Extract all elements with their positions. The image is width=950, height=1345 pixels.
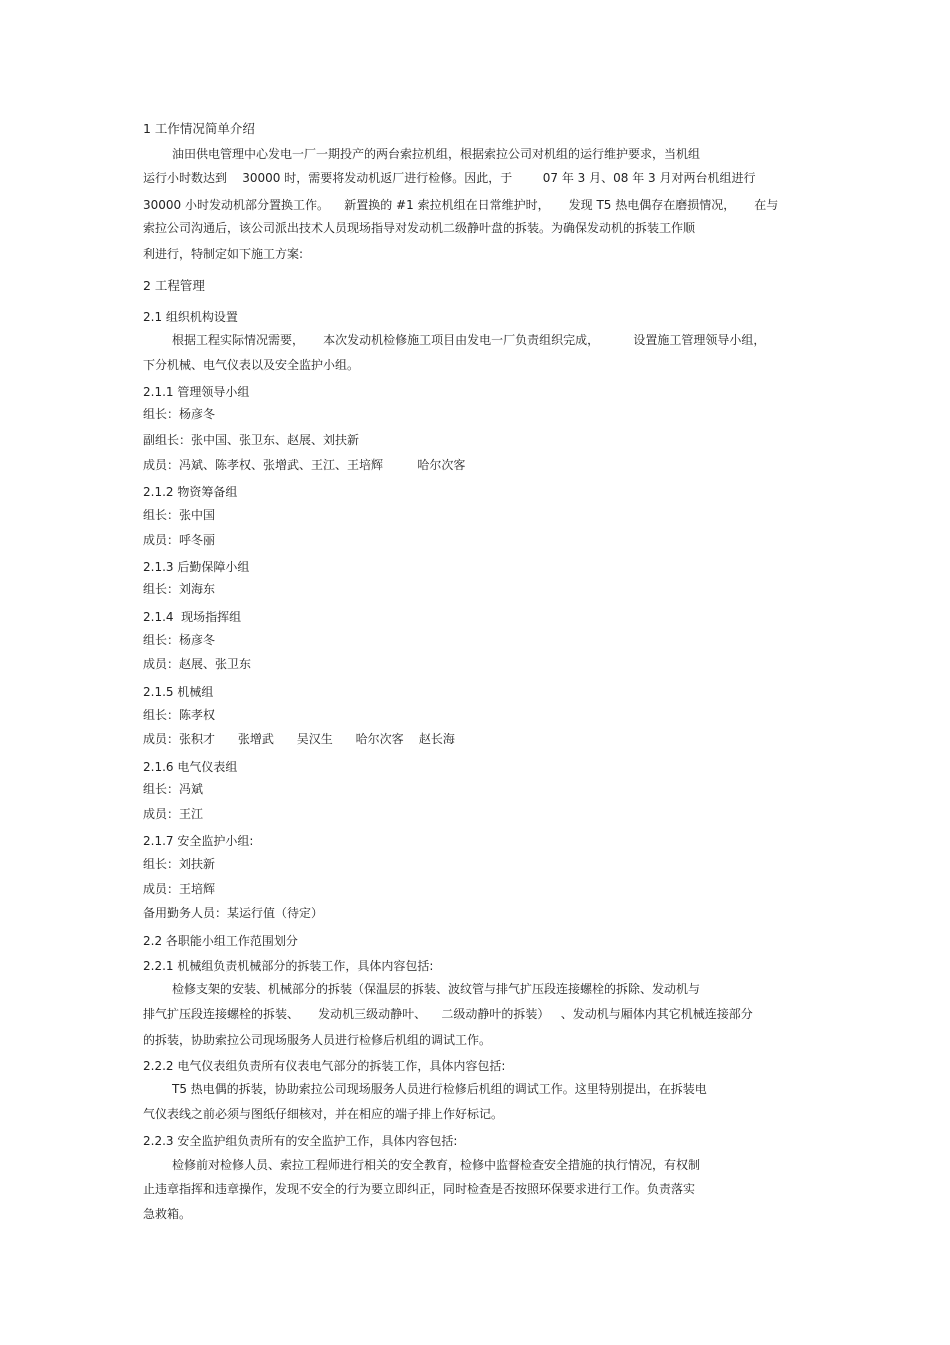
paragraph-line: 油田供电管理中心发电一厂一期投产的两台索拉机组，根据索拉公司对机组的运行维护要求，当机组 [172,147,701,161]
section-2-1-1-heading: 2.1.1 管理领导小组 [143,385,250,399]
section-1-heading: 1 工作情况简单介绍 [143,121,255,136]
list-item: 成员：王江 [143,807,204,821]
paragraph-line: 检修支架的安装、机械部分的拆装（保温层的拆装、波纹管与排气扩压段连接螺栓的拆除、发动机与 [172,982,701,996]
list-item: 组长：刘海东 [143,582,216,596]
list-item: 副组长：张中国、张卫东、赵展、刘扶新 [143,433,360,447]
section-2-1-7-heading: 2.1.7 安全监护小组: [143,834,254,848]
list-item: 组长：杨彦冬 [143,633,216,647]
section-2-heading: 2 工程管理 [143,278,205,293]
paragraph-line: 30000 小时发动机部分置换工作。 新置换的 #1 索拉机组在日常维护时， 发现 T5 热电偶存在磨损情况， 在与 [143,198,779,212]
section-2-1-4-heading: 2.1.4 现场指挥组 [143,610,242,624]
list-item: 成员：张积才 张增武 吴汉生 哈尔次客 赵长海 [143,732,455,746]
paragraph-line: 止违章指挥和违章操作，发现不安全的行为要立即纠正，同时检查是否按照环保要求进行工作。负责落实 [143,1182,696,1196]
paragraph-line: 利进行，特制定如下施工方案: [143,247,304,261]
paragraph-line: 的拆装，协助索拉公司现场服务人员进行检修后机组的调试工作。 [143,1033,492,1047]
section-2-1-5-heading: 2.1.5 机械组 [143,685,214,699]
list-item: 成员：冯斌、陈孝权、张增武、王江、王培辉 哈尔次客 [143,458,466,472]
list-item: 备用勤务人员：某运行值（待定） [143,906,324,920]
paragraph-line: 检修前对检修人员、索拉工程师进行相关的安全教育，检修中监督检查安全措施的执行情况，有权制 [172,1158,701,1172]
list-item: 组长：张中国 [143,508,216,522]
section-2-1-2-heading: 2.1.2 物资筹备组 [143,485,238,499]
list-item: 组长：刘扶新 [143,857,216,871]
section-2-1-6-heading: 2.1.6 电气仪表组 [143,760,238,774]
paragraph-line: 索拉公司沟通后，该公司派出技术人员现场指导对发动机二级静叶盘的拆装。为确保发动机的拆装工作顺 [143,221,696,235]
section-2-2-2-heading: 2.2.2 电气仪表组负责所有仪表电气部分的拆装工作，具体内容包括: [143,1059,506,1073]
section-2-1-3-heading: 2.1.3 后勤保障小组 [143,560,250,574]
list-item: 组长：陈孝权 [143,708,216,722]
section-2-2-heading: 2.2 各职能小组工作范围划分 [143,934,298,948]
paragraph-line: 排气扩压段连接螺栓的拆装、 发动机三级动静叶、 二级动静叶的拆装） 、发动机与厢体内其它机械连接部分 [143,1007,753,1021]
section-2-2-3-heading: 2.2.3 安全监护组负责所有的安全监护工作，具体内容包括: [143,1134,458,1148]
paragraph-line: T5 热电偶的拆装，协助索拉公司现场服务人员进行检修后机组的调试工作。这里特别提出，在拆装电 [172,1082,707,1096]
section-2-2-1-heading: 2.2.1 机械组负责机械部分的拆装工作，具体内容包括: [143,959,434,973]
list-item: 成员：呼冬丽 [143,533,216,547]
list-item: 成员：赵展、张卫东 [143,657,252,671]
paragraph-line: 急救箱。 [143,1207,192,1221]
section-2-1-heading: 2.1 组织机构设置 [143,310,238,324]
list-item: 组长：冯斌 [143,782,204,796]
list-item: 成员：王培辉 [143,882,216,896]
paragraph-line: 下分机械、电气仪表以及安全监护小组。 [143,358,360,372]
paragraph-line: 运行小时数达到 30000 时，需要将发动机返厂进行检修。因此，于 07 年 3 月、08 年 3 月对两台机组进行 [143,171,756,185]
list-item: 组长：杨彦冬 [143,407,216,421]
paragraph-line: 气仪表线之前必须与图纸仔细核对，并在相应的端子排上作好标记。 [143,1107,504,1121]
paragraph-line: 根据工程实际情况需要， 本次发动机检修施工项目由发电一厂负责组织完成， 设置施工管理领导小组， [172,333,766,347]
